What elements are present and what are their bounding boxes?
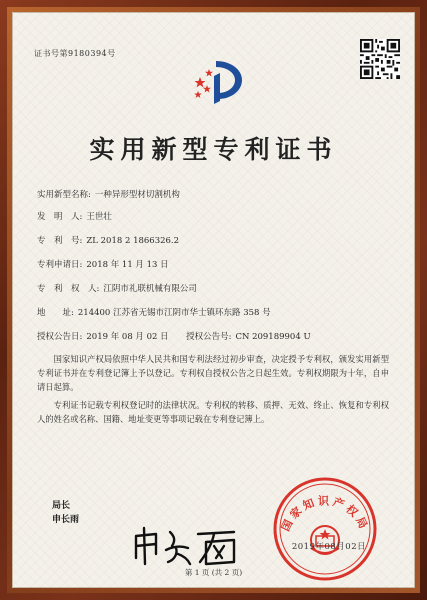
cnipa-emblem-icon bbox=[190, 55, 250, 105]
grant-date-label: 授权公告日: bbox=[37, 332, 83, 342]
field-value: 江阴市礼联机械有限公司 bbox=[103, 284, 197, 294]
field-label: 实用新型名称: bbox=[37, 190, 91, 200]
certificate-title: 实用新型专利证书 bbox=[89, 135, 338, 164]
grant-number-label: 授权公告号: bbox=[186, 332, 232, 342]
field-value: 214400 江苏省无锡市江阴市华士镇环东路 358 号 bbox=[77, 308, 271, 318]
official-title: 局长 bbox=[52, 501, 71, 511]
seal-text: 国家知识产权局 bbox=[278, 494, 372, 534]
field-value: ZL 2018 2 1866326.2 bbox=[86, 236, 180, 246]
paragraph-legal-status: 专利证书记载专利权登记时的法律状况。专利权的转移、质押、无效、终止、恢复和专利权人的姓名或名称、国籍、地址变更等事项记载在专利登记簿上。 bbox=[37, 400, 389, 424]
field-value: 王世壮 bbox=[86, 212, 112, 222]
certificate-sheet bbox=[12, 12, 415, 588]
field-label: 专 利 号: bbox=[37, 236, 83, 246]
signature-image bbox=[130, 524, 240, 568]
grant-row bbox=[37, 330, 311, 342]
seal-date: 2019年08月02日 bbox=[291, 542, 367, 552]
official-name: 申长雨 bbox=[52, 515, 80, 525]
field-address bbox=[37, 306, 271, 318]
field-patentee bbox=[37, 282, 197, 294]
field-label: 地 址: bbox=[37, 308, 74, 318]
page-footer: 第 1 页 (共 2 页) bbox=[184, 568, 243, 577]
field-label: 专利申请日: bbox=[37, 260, 83, 270]
qr-code-icon bbox=[360, 39, 400, 79]
field-value: 2018 年 11 月 13 日 bbox=[86, 260, 169, 270]
field-value: 一种异形型材切割机构 bbox=[94, 190, 180, 200]
svg-text:国家知识产权局 bbox=[278, 494, 371, 534]
field-patent-number bbox=[37, 234, 179, 246]
field-inventor bbox=[37, 210, 112, 222]
field-label: 专 利 权 人: bbox=[37, 284, 100, 294]
field-application-date bbox=[37, 258, 169, 270]
certificate-number: 证书号第9180394号 bbox=[34, 49, 116, 58]
grant-date-value: 2019 年 08 月 02 日 bbox=[86, 332, 169, 342]
paragraph-grant-statement: 国家知识产权局依照中华人民共和国专利法经过初步审查，决定授予专利权，颁发实用新型专利证书并在专利登记簿上予以登记。专利权自授权公告之日起生效。专利权期限为十年，自申请日起算。 bbox=[37, 354, 389, 392]
grant-number-value: CN 209189904 U bbox=[235, 332, 311, 342]
field-utility-name bbox=[37, 188, 180, 200]
field-label: 发 明 人: bbox=[37, 212, 83, 222]
